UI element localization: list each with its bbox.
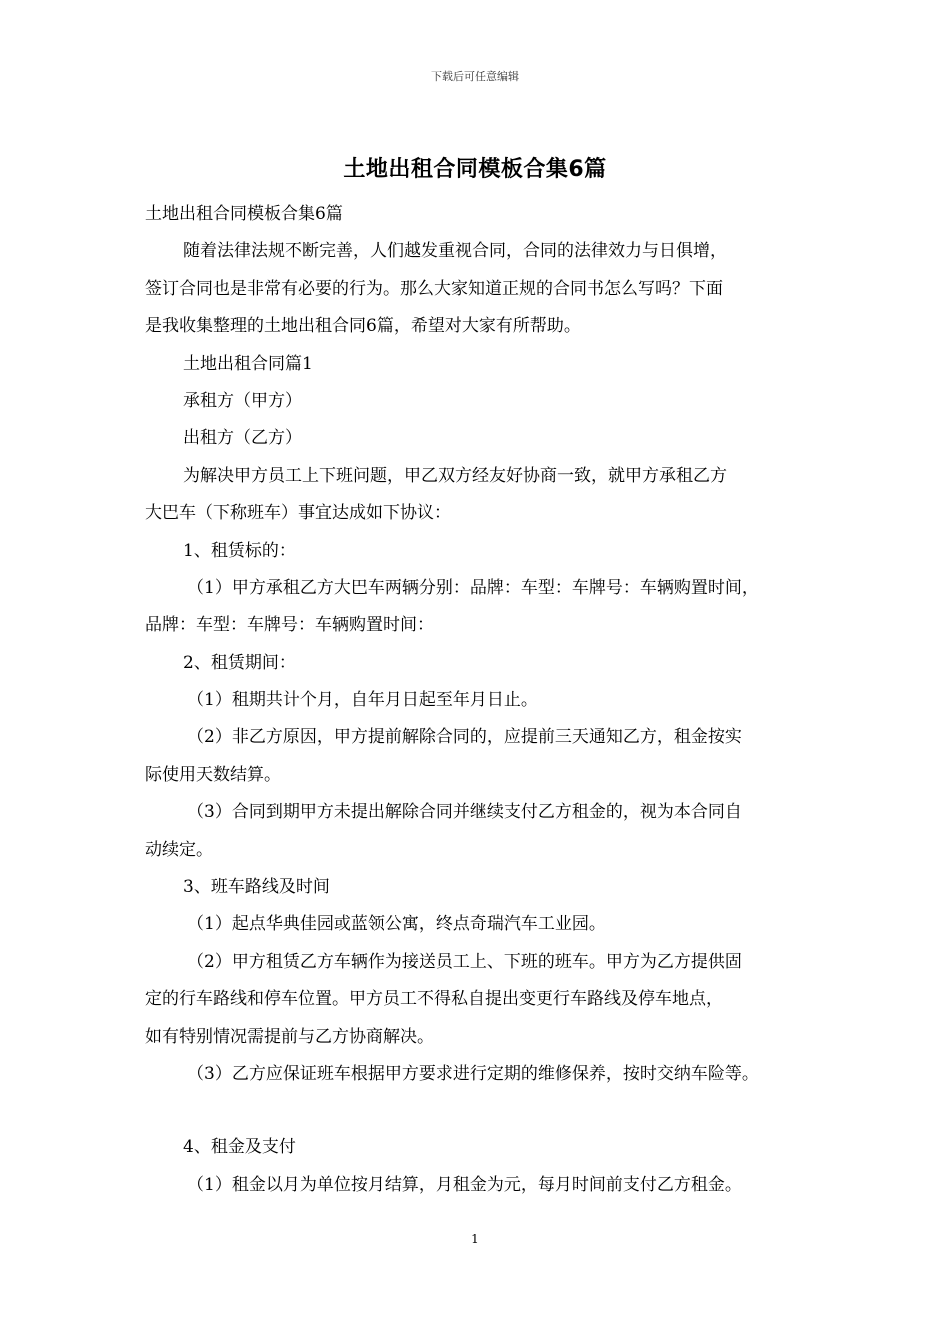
party-line: 承租方（甲方）: [183, 390, 302, 411]
clause-heading: 3、班车路线及时间: [183, 877, 330, 898]
paragraph-line: 大巴车（下称班车）事宜达成如下协议：: [145, 503, 451, 524]
clause-item: 定的行车路线和停车位置。甲方员工不得私自提出变更行车路线及停车地点，: [145, 989, 723, 1010]
paragraph-line: 是我收集整理的土地出租合同6篇，希望对大家有所帮助。: [145, 316, 581, 337]
clause-heading: 2、租赁期间：: [183, 652, 296, 673]
party-line: 出租方（乙方）: [183, 428, 302, 449]
header-note: 下载后可任意编辑: [431, 70, 519, 83]
document-body: [145, 196, 820, 1204]
clause-item: 动续定。: [145, 839, 213, 860]
clause-item: 品牌：车型：车牌号：车辆购置时间：: [145, 615, 434, 636]
clause-heading: 4、租金及支付: [183, 1137, 296, 1158]
clause-item: （1）甲方承租乙方大巴车两辆分别：品牌：车型：车牌号：车辆购置时间，: [187, 577, 759, 598]
section-heading: 土地出租合同篇1: [183, 353, 313, 374]
document-title: 土地出租合同模板合集6篇: [343, 157, 607, 182]
blank-gap: [145, 1093, 820, 1129]
clause-item: （1）租期共计个月，自年月日起至年月日止。: [187, 690, 538, 711]
subtitle-line: 土地出租合同模板合集6篇: [145, 204, 343, 224]
clause-item: （1）起点华典佳园或蓝领公寓，终点奇瑞汽车工业园。: [187, 914, 606, 935]
paragraph-line: 随着法律法规不断完善，人们越发重视合同，合同的法律效力与日俱增，: [183, 241, 727, 262]
clause-item: （2）甲方租赁乙方车辆作为接送员工上、下班的班车。甲方为乙方提供固: [187, 951, 742, 972]
paragraph-line: 为解决甲方员工上下班问题，甲乙双方经友好协商一致，就甲方承租乙方: [183, 465, 727, 486]
clause-item: （1）租金以月为单位按月结算，月租金为元，每月时间前支付乙方租金。: [187, 1174, 742, 1195]
clause-item: （2）非乙方原因，甲方提前解除合同的，应提前三天通知乙方，租金按实: [187, 727, 742, 748]
clause-item: 如有特别情况需提前与乙方协商解决。: [145, 1026, 434, 1047]
clause-item: （3）合同到期甲方未提出解除合同并继续支付乙方租金的，视为本合同自: [187, 802, 742, 823]
paragraph-line: 签订合同也是非常有必要的行为。那么大家知道正规的合同书怎么写吗？下面: [145, 278, 723, 299]
clause-item: 际使用天数结算。: [145, 764, 281, 785]
clause-heading: 1、租赁标的：: [183, 540, 296, 561]
clause-item: （3）乙方应保证班车根据甲方要求进行定期的维修保养，按时交纳车险等。: [187, 1063, 759, 1084]
page-number: 1: [471, 1232, 479, 1246]
